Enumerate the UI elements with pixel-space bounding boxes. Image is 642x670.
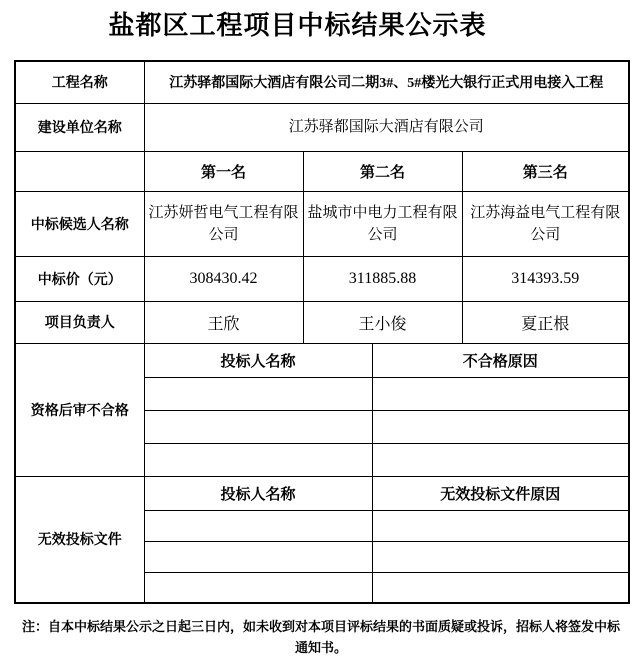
- manager-1: 王欣: [144, 301, 303, 343]
- candidates-label: 中标候选人名称: [15, 191, 144, 256]
- manager-2: 王小俊: [303, 301, 462, 343]
- empty-cell: [144, 377, 372, 410]
- disqualified-header-row: [15, 343, 629, 377]
- empty-cell: [372, 443, 629, 476]
- disqualified-bidder-header: 投标人名称: [144, 343, 372, 377]
- owner-label: 建设单位名称: [15, 103, 144, 151]
- page-title: 盐都区工程项目中标结果公示表: [108, 11, 487, 40]
- footnote-line-1: 注：自本中标结果公示之日起三日内，如未收到对本项目评标结果的书面质疑或投诉，招标人将签发中标: [21, 619, 620, 634]
- manager-row: [15, 301, 629, 343]
- price-row: [15, 256, 629, 301]
- rank-header-second: 第二名: [303, 151, 462, 191]
- invalid-bidder-header: 投标人名称: [144, 476, 372, 510]
- empty-cell: [144, 410, 372, 443]
- price-label: 中标价（元）: [15, 256, 144, 301]
- project-name-label: 工程名称: [15, 61, 144, 103]
- empty-cell: [144, 443, 372, 476]
- project-name-value: 江苏驿都国际大酒店有限公司二期3#、5#楼光大银行正式用电接入工程: [144, 61, 629, 103]
- owner-row: [15, 103, 629, 151]
- empty-cell: [372, 510, 629, 541]
- candidates-row: [15, 191, 629, 256]
- disqualified-reason-header: 不合格原因: [372, 343, 629, 377]
- footnote-line-2: 通知书。: [294, 640, 347, 655]
- owner-value: 江苏驿都国际大酒店有限公司: [144, 103, 629, 151]
- empty-corner-cell: [15, 151, 144, 191]
- empty-cell: [144, 541, 372, 572]
- project-name-row: [15, 61, 629, 103]
- invalid-header-row: [15, 476, 629, 510]
- empty-cell: [144, 510, 372, 541]
- rank-header-first: 第一名: [144, 151, 303, 191]
- empty-cell: [372, 572, 629, 603]
- disqualified-section: [15, 343, 629, 476]
- rank-header-third: 第三名: [462, 151, 629, 191]
- price-3: 314393.59: [462, 256, 629, 301]
- invalid-section: [15, 476, 629, 603]
- manager-label: 项目负责人: [15, 301, 144, 343]
- price-2: 311885.88: [303, 256, 462, 301]
- candidate-1: 江苏妍哲电气工程有限公司: [144, 191, 303, 256]
- rank-header-row: [15, 151, 629, 191]
- empty-cell: [372, 410, 629, 443]
- empty-cell: [372, 377, 629, 410]
- invalid-reason-header: 无效投标文件原因: [372, 476, 629, 510]
- price-1: 308430.42: [144, 256, 303, 301]
- footnote: [0, 616, 642, 658]
- invalid-section-label: 无效投标文件: [15, 476, 144, 603]
- candidate-3: 江苏海益电气工程有限公司: [462, 191, 629, 256]
- empty-cell: [144, 572, 372, 603]
- empty-cell: [372, 541, 629, 572]
- disqualified-section-label: 资格后审不合格: [15, 343, 144, 476]
- manager-3: 夏正根: [462, 301, 629, 343]
- bid-results-table: [14, 60, 630, 604]
- candidate-2: 盐城市中电力工程有限公司: [303, 191, 462, 256]
